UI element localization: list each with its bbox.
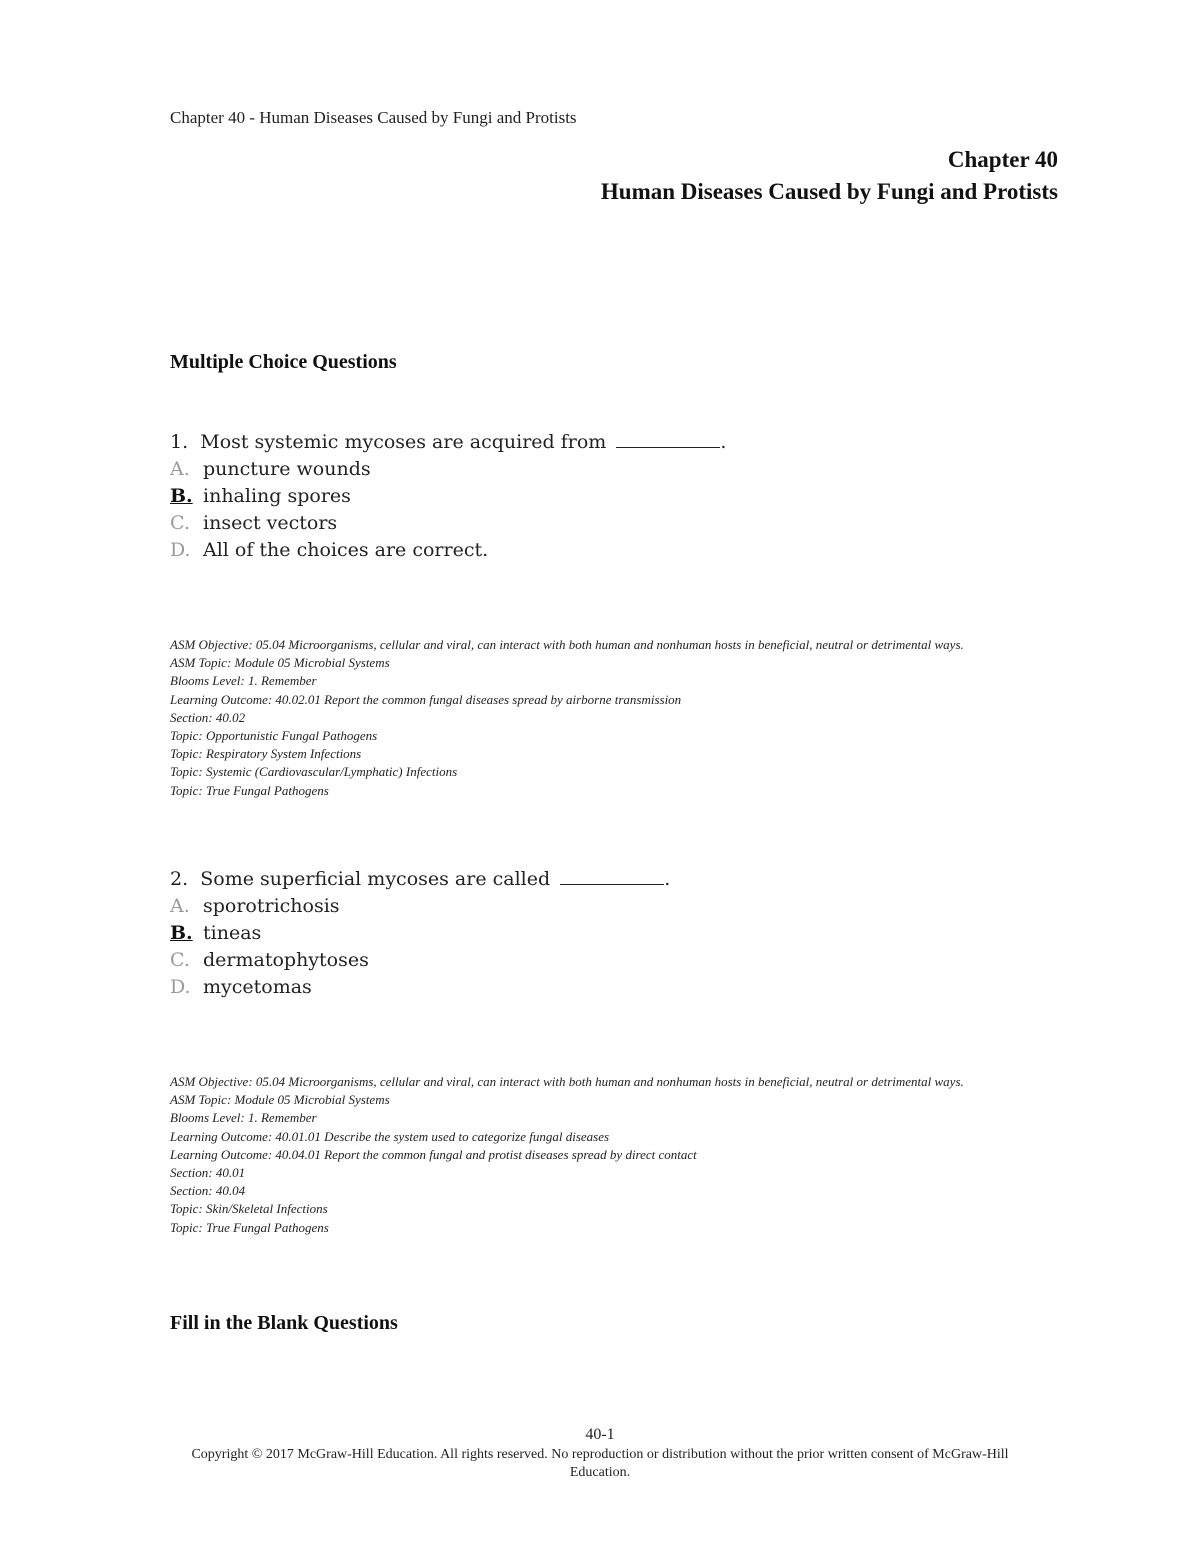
option-d: D. All of the choices are correct. [170,539,489,561]
option-a: A. puncture wounds [170,458,371,480]
question-number: 2. [170,868,189,890]
meta-line: Learning Outcome: 40.04.01 Report the common fungal and protist diseases spread by direct contact [170,1146,697,1162]
section-heading-fill-in-blank: Fill in the Blank Questions [170,1312,398,1334]
question-text: Some superficial mycoses are called [200,868,551,890]
chapter-title-block [601,144,1058,208]
meta-line: Topic: True Fungal Pathogens [170,782,329,798]
option-c: C. insect vectors [170,512,338,534]
running-header: Chapter 40 - Human Diseases Caused by Fungi and Protists [170,108,577,127]
chapter-label: Chapter 40 [947,147,1058,172]
chapter-title: Human Diseases Caused by Fungi and Protists [600,179,1058,204]
meta-line: Learning Outcome: 40.01.01 Describe the system used to categorize fungal diseases [170,1128,610,1144]
option-d: D. mycetomas [170,976,312,998]
meta-line: ASM Topic: Module 05 Microbial Systems [170,1092,390,1108]
question-stem: 1. Most systemic mycoses are acquired from . [170,431,727,453]
question-text: Most systemic mycoses are acquired from [200,431,607,453]
answer-blank [616,429,720,448]
meta-line: Topic: Respiratory System Infections [170,746,362,762]
meta-line: Section: 40.04 [170,1183,246,1199]
question-number: 1. [170,431,189,453]
meta-line: ASM Objective: 05.04 Microorganisms, cellular and viral, can interact with both human and nonhuman hosts in beneficial, neutral or detrimental ways. [170,637,964,652]
answer-blank [560,866,664,885]
question-2-metadata [170,1073,1030,1237]
meta-line: Blooms Level: 1. Remember [170,673,317,689]
question-1-metadata [170,636,1030,800]
copyright-notice: Copyright © 2017 McGraw-Hill Education. All rights reserved. No reproduction or distribution without the prior written consent of McGraw-Hill Education. [191,1447,1009,1480]
question-stem: 2. Some superficial mycoses are called . [170,868,671,890]
meta-line: Section: 40.02 [170,709,246,725]
option-b-correct: B. inhaling spores [170,485,351,507]
option-b-correct: B. tineas [170,922,262,944]
meta-line: Blooms Level: 1. Remember [170,1110,317,1126]
section-heading-multiple-choice: Multiple Choice Questions [170,351,397,373]
page-number: 40-1 [585,1426,615,1443]
meta-line: Section: 40.01 [170,1165,246,1181]
meta-line: Topic: Systemic (Cardiovascular/Lymphatic) Infections [170,764,458,780]
meta-line: Topic: Skin/Skeletal Infections [170,1201,328,1217]
meta-line: ASM Topic: Module 05 Microbial Systems [170,655,390,671]
question-1 [170,429,726,564]
option-c: C. dermatophytoses [170,949,369,971]
meta-line: ASM Objective: 05.04 Microorganisms, cellular and viral, can interact with both human and nonhuman hosts in beneficial, neutral or detrimental ways. [170,1074,964,1089]
meta-line: Topic: Opportunistic Fungal Pathogens [170,728,378,744]
page-footer [0,1424,1200,1482]
question-2 [170,866,670,1001]
meta-line: Topic: True Fungal Pathogens [170,1219,329,1235]
meta-line: Learning Outcome: 40.02.01 Report the common fungal diseases spread by airborne transmission [170,691,682,707]
option-a: A. sporotrichosis [170,895,340,917]
